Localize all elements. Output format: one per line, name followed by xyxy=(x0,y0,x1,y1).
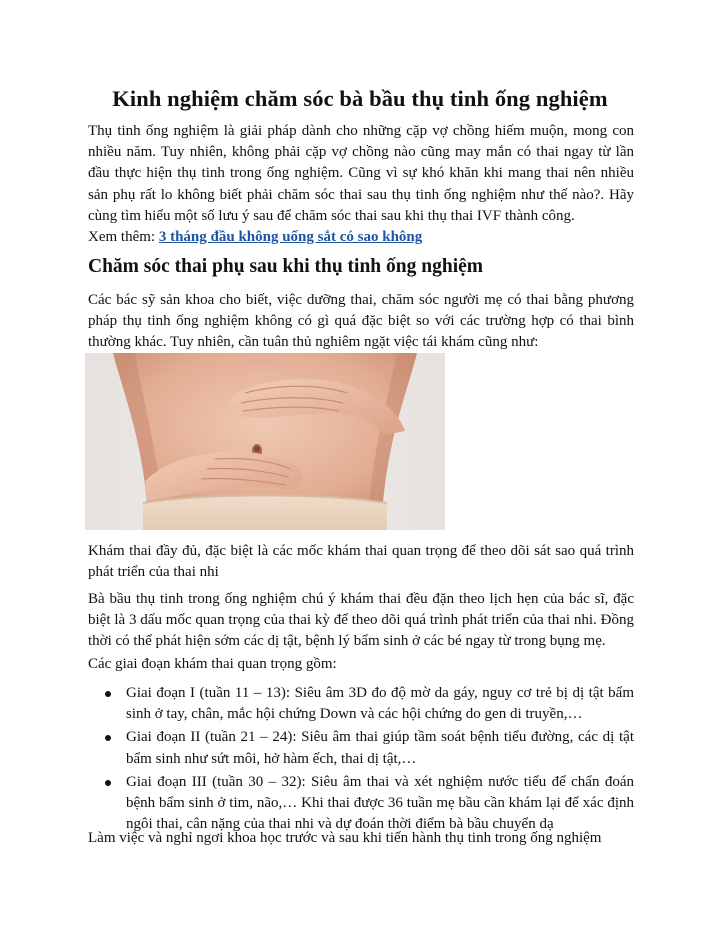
see-also-link[interactable]: 3 tháng đầu không uống sắt có sao không xyxy=(158,229,423,245)
list-item xyxy=(88,727,634,769)
section-heading: Chăm sóc thai phụ sau khi thụ tinh ống nghiệm xyxy=(88,256,484,277)
intro-paragraph: Thụ tinh ống nghiệm là giải pháp dành cho những cặp vợ chồng hiếm muộn, mong con nhiều năm. Tuy nhiên, không phải cặp vợ chồng nào cũng may mắn có thai ngay từ lần đầu thực hiện thụ tinh trong ống nghiệm. Cũng vì sự khó khăn khi mang thai nên nhiều sản phụ rất lo không biết phải chăm sóc thai sau thụ tinh ống nghiệm như thế nào?. Hãy cùng tìm hiểu một số lưu ý sau để chăm sóc thai sau khi thụ thai IVF thành công. xyxy=(88,123,634,224)
paragraph-rest: Làm việc và nghỉ ngơi khoa học trước và sau khi tiến hành thụ tinh trong ống nghiệm xyxy=(88,830,602,846)
belly-photo-illustration xyxy=(85,353,445,530)
see-also-label: Xem thêm: xyxy=(88,229,159,245)
bullet-icon xyxy=(105,735,111,741)
stage-list xyxy=(88,683,634,837)
paragraph-stages-intro: Các giai đoạn khám thai quan trọng gồm: xyxy=(88,656,337,672)
bullet-icon xyxy=(105,691,111,697)
stage-text: Giai đoạn II (tuần 21 – 24): Siêu âm thai giúp tầm soát bệnh tiểu đường, các dị tật bẩm sinh như sứt môi, hở hàm ếch, thai dị tật,… xyxy=(126,729,634,767)
list-item xyxy=(88,683,634,725)
page-title: Kinh nghiệm chăm sóc bà bầu thụ tinh ống nghiệm xyxy=(112,86,608,111)
stage-text: Giai đoạn III (tuần 30 – 32): Siêu âm thai và xét nghiệm nước tiểu để chẩn đoán bệnh bẩm sinh ở tim, não,… Khi thai được 36 tuần mẹ bầu cần khám lại để xác định ngôi thai, cân nặng của thai nhi và dự đoán thời điểm bà bầu chuyển dạ xyxy=(126,773,634,833)
paragraph-checkups: Bà bầu thụ tinh trong ống nghiệm chú ý khám thai đều đặn theo lịch hẹn của bác sĩ, đặc biệt là 3 dấu mốc quan trọng của thai kỳ để theo dõi quá trình phát triển của thai nhi. Đồng thời có thể phát hiện sớm các dị tật, bệnh lý bẩm sinh ở các bé ngay từ trong bụng mẹ. xyxy=(88,591,634,650)
image-caption: Khám thai đầy đủ, đặc biệt là các mốc khám thai quan trọng để theo dõi sát sao quá trình phát triển của thai nhi xyxy=(88,543,634,581)
see-also-line xyxy=(88,227,634,248)
bullet-icon xyxy=(105,780,111,786)
belly-photo xyxy=(85,353,445,530)
stage-text: Giai đoạn I (tuần 11 – 13): Siêu âm 3D đo độ mờ da gáy, nguy cơ trẻ bị dị tật bẩm sinh ở tay, chân, mắc hội chứng Down và các hội chứng do gen di truyền,… xyxy=(126,685,634,723)
list-item xyxy=(88,772,634,836)
paragraph-care-intro: Các bác sỹ sản khoa cho biết, việc dưỡng thai, chăm sóc người mẹ có thai bằng phương pháp thụ tinh ống nghiệm không có gì quá đặc biệt so với các trường hợp có thai bình thường khác. Tuy nhiên, cần tuân thủ nghiêm ngặt việc tái khám cũng như: xyxy=(88,292,634,351)
